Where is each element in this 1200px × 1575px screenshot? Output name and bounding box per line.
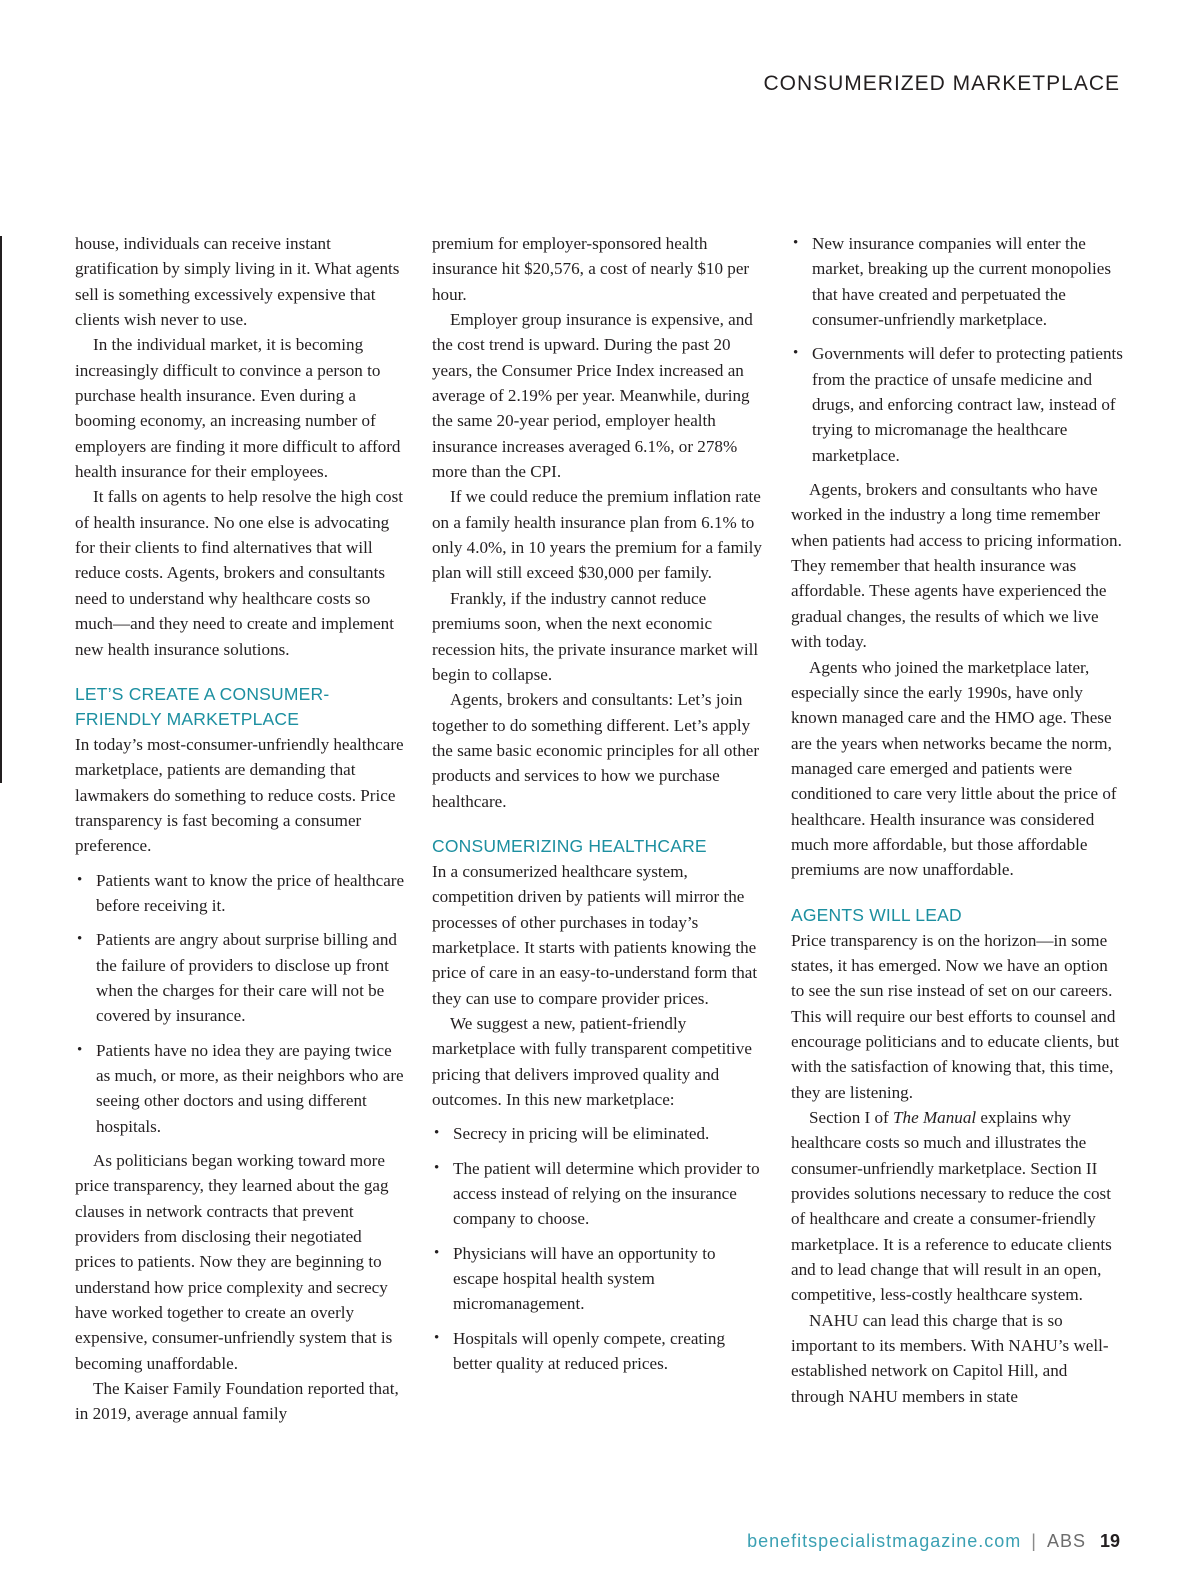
list-item-text: Hospitals will openly compete, creating better quality at reduced prices. — [453, 1328, 726, 1374]
list-item-text: Governments will defer to protecting patients from the practice of unsafe medicine and drugs, and enforcing contract law, instead of trying to micromanage the healthcare marketplace. — [812, 344, 1123, 465]
paragraph: Agents who joined the marketplace later, especially since the early 1990s, have only known managed care and the HMO age. These are the years when networks became the norm, managed care emerged and patients were conditioned to care very little about the price of healthcare. Health insurance was considered much more affordable, but those affordable premiums are now unaffordable. — [791, 657, 1117, 880]
article-column-3 — [791, 231, 1123, 1409]
paragraph: It falls on agents to help resolve the high cost of health insurance. No one else is advocating for their clients to find alternatives that will reduce costs. Agents, brokers and consultants need to understand why healthcare costs so much—and they need to create and implement new health insurance solutions. — [75, 487, 403, 659]
book-title: The Manual — [893, 1108, 977, 1127]
paragraph: Employer group insurance is expensive, and the cost trend is upward. During the past 20 years, the Consumer Price Index increased an average of 2.19% per year. Meanwhile, during the same 20-year period, employer health insurance increases averaged 6.1%, or 278% more than the CPI. — [432, 310, 753, 482]
paragraph: In a consumerized healthcare system, competition driven by patients will mirror the processes of other purchases in today’s marketplace. It starts with patients knowing the price of care in an easy-to-understand form that they can use to compare provider prices. — [432, 861, 758, 1008]
paragraph: As politicians began working toward more price transparency, they learned about the gag clauses in network contracts that prevent providers from disclosing their negotiated prices to patients. Now they are beginning to understand how price complexity and secrecy have worked together to create an overly expensive, consumer-unfriendly system that is becoming unaffordable. — [75, 1151, 393, 1373]
section-heading-agents-will-lead: AGENTS WILL LEAD — [791, 904, 962, 925]
text-run: Section I of — [809, 1108, 894, 1127]
list-item — [432, 1121, 764, 1146]
paragraph: If we could reduce the premium inflation rate on a family health insurance plan from 6.1% to only 4.0%, in 10 years the premium for a family plan will still exceed $30,000 per family. — [432, 487, 762, 583]
text-run: explains why healthcare costs so much and illustrates the consumer-unfriendly marketplace. Section II provides solutions necessary to reduce the cost of healthcare and create a consumer-friendly marketplace. It is a reference to educate clients and to lead change that will result in an open, competitive, less-costly healthcare system. — [791, 1108, 1112, 1305]
list-item — [75, 868, 405, 919]
bullet-list — [791, 231, 1123, 468]
list-item — [75, 1038, 405, 1139]
paragraph: Frankly, if the industry cannot reduce premiums soon, when the next economic recession hits, the private insurance market will begin to collapse. — [432, 588, 759, 684]
bullet-icon: • — [434, 1329, 440, 1346]
article-column-1 — [75, 231, 405, 1427]
paragraph: NAHU can lead this charge that is so important to its members. With NAHU’s well-established network on Capitol Hill, and through NAHU members in state — [791, 1310, 1109, 1406]
section-heading-consumerizing: CONSUMERIZING HEALTHCARE — [432, 835, 707, 856]
list-item — [75, 927, 405, 1028]
article-column-2 — [432, 231, 764, 1385]
section-title: CONSUMERIZED MARKETPLACE — [763, 72, 1120, 95]
list-item-text: Secrecy in pricing will be eliminated. — [453, 1124, 710, 1144]
list-item-text: New insurance companies will enter the market, breaking up the current monopolies that have created and perpetuated the consumer-unfriendly marketplace. — [812, 234, 1112, 330]
bullet-icon: • — [434, 1125, 440, 1142]
bullet-icon: • — [793, 235, 799, 251]
list-item — [791, 341, 1123, 468]
paragraph: house, individuals can receive instant gratification by simply living in it. What agents sell is something excessively expensive that clients wish never to use. — [75, 234, 400, 330]
bullet-icon: • — [77, 871, 83, 888]
paragraph: In the individual market, it is becoming increasingly difficult to convince a person to purchase health insurance. Even during a booming economy, an increasing number of employers are finding it more difficult to afford health insurance for their employees. — [75, 335, 401, 482]
paragraph: Agents, brokers and consultants: Let’s join together to do something different. Let’s apply the same basic economic principles for all other products and services to how we purchase healthcare. — [432, 690, 760, 811]
bullet-icon: • — [77, 1041, 83, 1058]
page-footer — [747, 1531, 1120, 1552]
paragraph: Price transparency is on the horizon—in some states, it has emerged. Now we have an option to see the sun rise instead of set on our careers. This will require our best efforts to counsel and encourage politicians and to educate clients, but with the satisfaction of knowing that, this time, they are listening. — [791, 930, 1119, 1102]
list-item-text: Patients have no idea they are paying twice as much, or more, as their neighbors who are seeing other doctors and using different hospitals. — [96, 1040, 404, 1136]
list-item-text: Physicians will have an opportunity to escape hospital health system micromanagement. — [453, 1243, 716, 1314]
paragraph: Agents, brokers and consultants who have worked in the industry a long time remember when patients had access to pricing information. They remember that health insurance was affordable. These agents have experienced the gradual changes, the results of which we live with today. — [791, 480, 1122, 652]
left-margin-rule — [0, 236, 2, 783]
bullet-icon: • — [77, 931, 83, 948]
paragraph: premium for employer-sponsored health insurance hit $20,576, a cost of nearly $10 per hour. — [432, 234, 750, 304]
publication-name: ABS — [1046, 1531, 1086, 1551]
footer-separator: | — [1031, 1531, 1037, 1551]
list-item — [432, 1156, 764, 1232]
website-link[interactable]: benefitspecialistmagazine.com — [747, 1531, 1022, 1551]
bullet-icon: • — [434, 1159, 440, 1176]
bullet-list — [75, 868, 405, 1139]
list-item-text: Patients want to know the price of healthcare before receiving it. — [96, 870, 405, 915]
bullet-icon: • — [793, 345, 799, 362]
paragraph: We suggest a new, patient-friendly marketplace with fully transparent competitive pricing that delivers improved quality and outcomes. In this new marketplace: — [432, 1013, 752, 1109]
list-item-text: The patient will determine which provider to access instead of relying on the insurance company to choose. — [453, 1158, 760, 1229]
paragraph: In today’s most-consumer-unfriendly healthcare marketplace, patients are demanding that lawmakers do something to reduce costs. Price transparency is fast becoming a consumer preference. — [75, 734, 404, 856]
bullet-icon: • — [434, 1244, 440, 1261]
list-item — [791, 231, 1123, 332]
list-item — [432, 1326, 764, 1377]
paragraph — [791, 1105, 1123, 1308]
page-number: 19 — [1099, 1531, 1120, 1551]
list-item — [432, 1241, 764, 1317]
paragraph: The Kaiser Family Foundation reported that, in 2019, average annual family — [75, 1379, 399, 1424]
bullet-list — [432, 1121, 764, 1376]
section-heading-consumer-friendly: LET’S CREATE A CONSUMER-FRIENDLY MARKETPLACE — [75, 683, 330, 729]
list-item-text: Patients are angry about surprise billing and the failure of providers to disclose up front when the charges for their care will not be covered by insurance. — [96, 930, 397, 1026]
